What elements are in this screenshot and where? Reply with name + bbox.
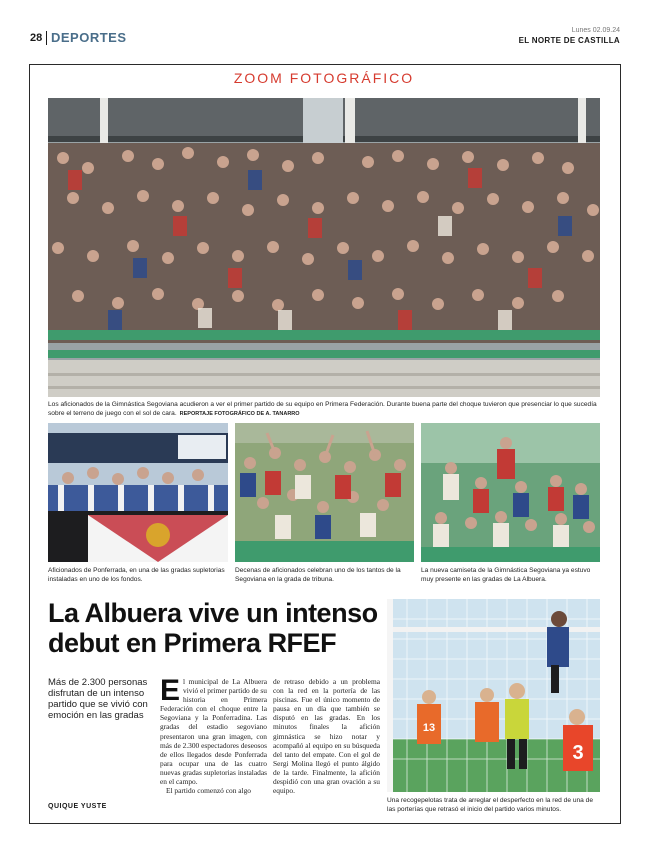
net-photo-caption: Una recogepelotas trata de arreglar el desperfecto en la red de una de las porterías que retrasó el inicio del partido varios minutos.: [387, 797, 594, 813]
jersey-number-3: 3: [572, 742, 584, 764]
col1-paragraph-1: l municipal de La Albuera vivió el primer partido de su historia en Primera Federación con el choque entre la Segoviana y la Ponferradina. Las gradas del estadio segoviano presentaron una gran imagen, con más de 2.300 espectadores deseosos de ellos llegados desde Ponferrada para ocupar una de las cuatro nuevas gradas supletorias instaladas en el campo.: [160, 677, 267, 787]
col1-paragraph-2: El partido comenzó con algo: [166, 786, 251, 796]
photo2-caption: Decenas de aficionados celebran uno de los tantos de la Segoviana en la grada de tribuna.: [235, 567, 401, 583]
newspaper-name: EL NORTE DE CASTILLA: [518, 36, 620, 45]
article-headline: [48, 598, 378, 658]
section-name: DEPORTES: [51, 30, 127, 45]
article-lede: Más de 2.300 personas disfrutan de un intenso partido que se vivió con emoción en las gradas: [48, 677, 148, 721]
article-byline: QUIQUE YUSTE: [48, 803, 107, 810]
col2-paragraph-1: de retraso debido a un problema con la red en la portería de las piscinas. Fue el único momento de pausa en un día que también se disputó en las gradas. En los minutos finales la afición gimnástica se hizo notar y acompañó al equipo en su búsqueda del tanto del empate. Con el gol de Sergi Molina llegó el punto álgido de la tarde. Finalmente, la afición despidió con una gran ovación a su equipo.: [273, 677, 380, 796]
issue-date: Lunes 02.09.24: [571, 27, 620, 34]
photo-credit: REPORTAJE FOTOGRÁFICO DE A. TANARRO: [179, 411, 300, 417]
headline-line-2: debut en Primera RFEF: [48, 628, 337, 658]
photo-new-jersey-fans: [421, 423, 600, 562]
photo3-caption: La nueva camiseta de la Gimnástica Segoviana ya estuvo muy presente en las gradas de La Albuera.: [421, 567, 591, 583]
jersey-number-13: 13: [422, 722, 436, 734]
header-separator: [46, 31, 47, 45]
photo-celebrating-fans: [235, 423, 414, 562]
photo1-caption: Aficionados de Ponferrada, en una de las gradas supletorias instaladas en uno de los fondos.: [48, 567, 225, 583]
main-photo-crowd: [48, 98, 600, 397]
main-photo-caption: [48, 400, 600, 419]
photo-ponferrada-fans: [48, 423, 228, 562]
page-header: [30, 27, 620, 48]
headline-line-1: La Albuera vive un intenso: [48, 598, 378, 628]
zoom-title: ZOOM FOTOGRÁFICO: [233, 70, 415, 86]
photo-goal-net-repair: [387, 599, 600, 792]
main-caption-text: Los aficionados de la Gimnástica Segoviana acudieron a ver el primer partido de su equipo en Primera Federación. Durante buena parte del choque tuvieron que presenciar lo que sucedía sobre el terreno de juego con el sol de cara.: [48, 401, 597, 417]
article-column-1: [160, 674, 267, 796]
page-number: 28: [30, 32, 43, 44]
drop-cap: E: [160, 674, 181, 707]
article-column-2: [273, 677, 380, 795]
